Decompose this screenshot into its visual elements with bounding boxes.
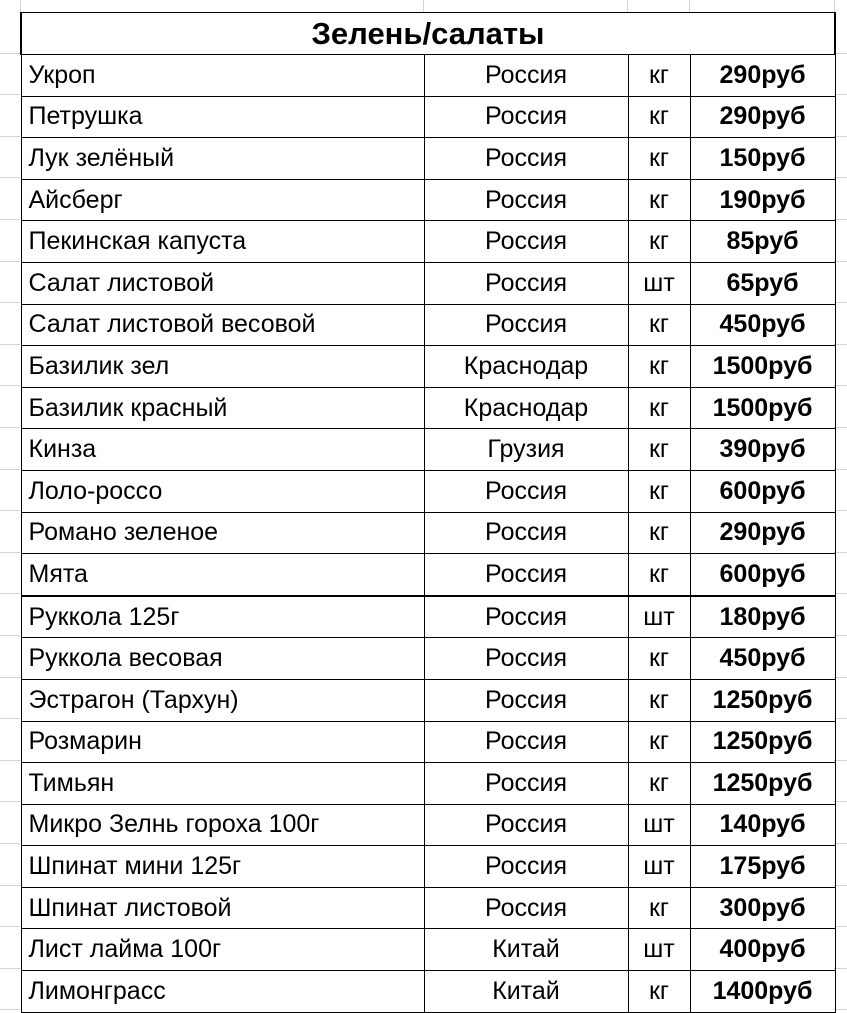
origin-cell[interactable]: Россия <box>424 262 628 304</box>
table-row <box>21 470 835 512</box>
price-cell[interactable]: 290руб <box>690 96 835 138</box>
price-list-table <box>20 12 836 1013</box>
origin-cell[interactable]: Краснодар <box>424 346 628 388</box>
section-title-row <box>21 13 835 55</box>
origin-cell[interactable]: Россия <box>424 679 628 721</box>
empty-cell[interactable] <box>0 594 20 636</box>
table-row <box>21 55 835 97</box>
table-row <box>21 262 835 304</box>
product-name-cell[interactable]: Базилик красный <box>21 387 424 429</box>
table-row <box>21 679 835 721</box>
origin-cell[interactable]: Россия <box>424 470 628 512</box>
origin-cell[interactable]: Россия <box>424 804 628 846</box>
price-cell[interactable]: 400руб <box>690 929 835 971</box>
unit-cell[interactable]: кг <box>628 512 690 554</box>
product-name-cell[interactable]: Тимьян <box>21 763 424 805</box>
price-cell[interactable]: 150руб <box>690 138 835 180</box>
empty-cell[interactable] <box>0 262 20 304</box>
price-cell[interactable]: 65руб <box>690 262 835 304</box>
price-cell[interactable]: 390руб <box>690 429 835 471</box>
product-name-cell[interactable]: Пекинская капуста <box>21 221 424 263</box>
product-name-cell[interactable]: Руккола весовая <box>21 638 424 680</box>
price-cell[interactable]: 190руб <box>690 179 835 221</box>
origin-cell[interactable]: Россия <box>424 138 628 180</box>
unit-cell[interactable]: шт <box>628 929 690 971</box>
unit-cell[interactable]: кг <box>628 554 690 596</box>
unit-cell[interactable]: кг <box>628 971 690 1013</box>
product-name-cell[interactable]: Айсберг <box>21 179 424 221</box>
unit-cell[interactable]: кг <box>628 387 690 429</box>
empty-cell[interactable] <box>0 470 20 512</box>
unit-cell[interactable]: шт <box>628 846 690 888</box>
table-row <box>21 846 835 888</box>
empty-cell[interactable] <box>0 137 20 179</box>
product-name-cell[interactable]: Руккола 125г <box>21 596 424 638</box>
unit-cell[interactable]: кг <box>628 221 690 263</box>
unit-cell[interactable]: шт <box>628 804 690 846</box>
product-name-cell[interactable]: Микро Зелнь гороха 100г <box>21 804 424 846</box>
price-cell[interactable]: 85руб <box>690 221 835 263</box>
empty-cell[interactable] <box>0 844 20 886</box>
table-row <box>21 887 835 929</box>
product-name-cell[interactable]: Лист лайма 100г <box>21 929 424 971</box>
price-cell[interactable]: 300руб <box>690 887 835 929</box>
empty-cell[interactable] <box>0 428 20 470</box>
empty-cell[interactable] <box>0 761 20 803</box>
product-name-cell[interactable]: Укроп <box>21 55 424 97</box>
origin-cell[interactable]: Россия <box>424 638 628 680</box>
unit-cell[interactable]: кг <box>628 721 690 763</box>
price-cell[interactable]: 1500руб <box>690 346 835 388</box>
product-name-cell[interactable]: Розмарин <box>21 721 424 763</box>
origin-cell[interactable]: Россия <box>424 304 628 346</box>
empty-cell[interactable] <box>0 54 20 96</box>
product-name-cell[interactable]: Салат листовой <box>21 262 424 304</box>
price-cell[interactable]: 175руб <box>690 846 835 888</box>
price-cell[interactable]: 600руб <box>690 554 835 596</box>
table-row <box>21 429 835 471</box>
origin-cell[interactable]: Россия <box>424 721 628 763</box>
product-name-cell[interactable]: Шпинат мини 125г <box>21 846 424 888</box>
origin-cell[interactable]: Россия <box>424 512 628 554</box>
table-row <box>21 346 835 388</box>
price-cell[interactable]: 1250руб <box>690 763 835 805</box>
price-cell[interactable]: 1250руб <box>690 679 835 721</box>
table-row <box>21 554 835 596</box>
empty-cell[interactable] <box>0 678 20 720</box>
unit-cell[interactable]: кг <box>628 55 690 97</box>
product-name-cell[interactable]: Салат листовой весовой <box>21 304 424 346</box>
left-adjacent-column <box>0 12 20 1011</box>
empty-cell[interactable] <box>0 220 20 262</box>
price-cell[interactable]: 290руб <box>690 512 835 554</box>
empty-cell[interactable] <box>0 386 20 428</box>
origin-cell[interactable]: Грузия <box>424 429 628 471</box>
empty-cell[interactable] <box>0 969 20 1011</box>
table-row <box>21 138 835 180</box>
price-cell[interactable]: 1400руб <box>690 971 835 1013</box>
empty-cell[interactable] <box>0 95 20 137</box>
product-name-cell[interactable]: Базилик зел <box>21 346 424 388</box>
origin-cell[interactable]: Россия <box>424 596 628 638</box>
table-row <box>21 971 835 1013</box>
table-row <box>21 304 835 346</box>
table-row <box>21 804 835 846</box>
unit-cell[interactable]: кг <box>628 470 690 512</box>
empty-cell[interactable] <box>0 511 20 553</box>
price-cell[interactable]: 450руб <box>690 638 835 680</box>
empty-cell[interactable] <box>0 553 20 595</box>
table-row <box>21 638 835 680</box>
empty-cell[interactable] <box>0 886 20 928</box>
product-name-cell[interactable]: Эстрагон (Тархун) <box>21 679 424 721</box>
price-cell[interactable]: 290руб <box>690 55 835 97</box>
empty-cell[interactable] <box>0 345 20 387</box>
unit-cell[interactable]: кг <box>628 679 690 721</box>
section-title[interactable]: Зелень/салаты <box>21 13 835 55</box>
empty-cell[interactable] <box>0 636 20 678</box>
unit-cell[interactable]: кг <box>628 763 690 805</box>
unit-cell[interactable]: кг <box>628 429 690 471</box>
table-row <box>21 763 835 805</box>
product-name-cell[interactable]: Лоло-россо <box>21 470 424 512</box>
price-cell[interactable]: 140руб <box>690 804 835 846</box>
price-cell[interactable]: 600руб <box>690 470 835 512</box>
empty-cell[interactable] <box>0 719 20 761</box>
unit-cell[interactable]: кг <box>628 138 690 180</box>
unit-cell[interactable]: кг <box>628 304 690 346</box>
origin-cell[interactable]: Россия <box>424 846 628 888</box>
table-row <box>21 179 835 221</box>
empty-cell[interactable] <box>0 802 20 844</box>
product-name-cell[interactable]: Петрушка <box>21 96 424 138</box>
origin-cell[interactable]: Россия <box>424 554 628 596</box>
table-row <box>21 221 835 263</box>
unit-cell[interactable]: шт <box>628 596 690 638</box>
spreadsheet-gridlines <box>0 0 847 12</box>
origin-cell[interactable]: Россия <box>424 763 628 805</box>
origin-cell[interactable]: Китай <box>424 929 628 971</box>
price-cell[interactable]: 1500руб <box>690 387 835 429</box>
table-row <box>21 929 835 971</box>
origin-cell[interactable]: Краснодар <box>424 387 628 429</box>
product-name-cell[interactable]: Лук зелёный <box>21 138 424 180</box>
empty-cell[interactable] <box>0 303 20 345</box>
origin-cell[interactable]: Россия <box>424 96 628 138</box>
origin-cell[interactable]: Россия <box>424 179 628 221</box>
origin-cell[interactable]: Россия <box>424 887 628 929</box>
table-row <box>21 596 835 638</box>
product-name-cell[interactable]: Кинза <box>21 429 424 471</box>
table-row <box>21 387 835 429</box>
price-cell[interactable]: 450руб <box>690 304 835 346</box>
unit-cell[interactable]: кг <box>628 96 690 138</box>
unit-cell[interactable]: шт <box>628 262 690 304</box>
price-cell[interactable]: 1250руб <box>690 721 835 763</box>
empty-cell[interactable] <box>0 178 20 220</box>
unit-cell[interactable]: кг <box>628 887 690 929</box>
product-name-cell[interactable]: Шпинат листовой <box>21 887 424 929</box>
price-cell[interactable]: 180руб <box>690 596 835 638</box>
unit-cell[interactable]: кг <box>628 179 690 221</box>
origin-cell[interactable]: Россия <box>424 221 628 263</box>
empty-cell[interactable] <box>0 12 20 54</box>
empty-cell[interactable] <box>0 927 20 969</box>
table-row <box>21 96 835 138</box>
unit-cell[interactable]: кг <box>628 638 690 680</box>
origin-cell[interactable]: Россия <box>424 55 628 97</box>
table-row <box>21 512 835 554</box>
origin-cell[interactable]: Китай <box>424 971 628 1013</box>
table-row <box>21 721 835 763</box>
product-name-cell[interactable]: Романо зеленое <box>21 512 424 554</box>
product-name-cell[interactable]: Мята <box>21 554 424 596</box>
product-name-cell[interactable]: Лимонграсс <box>21 971 424 1013</box>
unit-cell[interactable]: кг <box>628 346 690 388</box>
